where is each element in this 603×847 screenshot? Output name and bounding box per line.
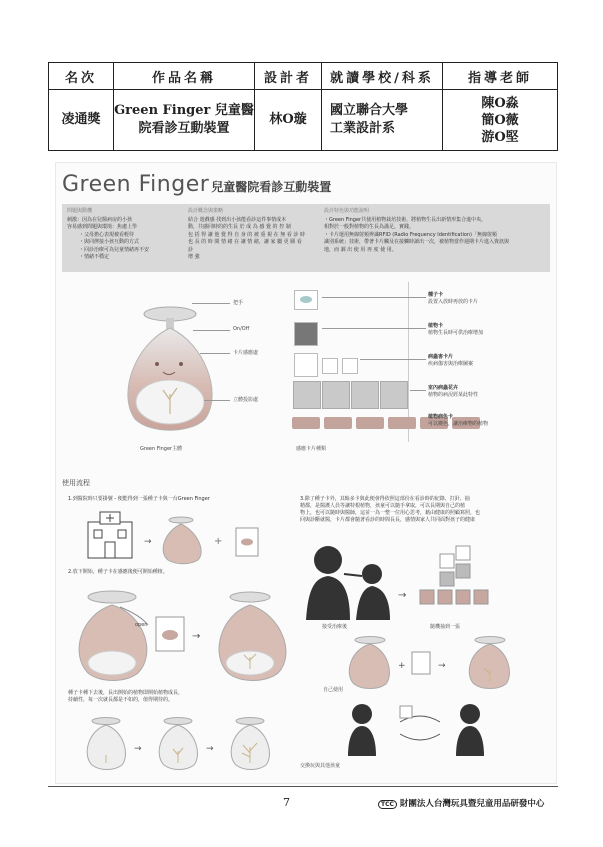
leader-line xyxy=(204,400,230,401)
card-desc: 可以變色，讓治療物的植物 xyxy=(428,421,489,427)
band-line: ・卡片運用無線射頻辨識RFID (Radio Frequency Identification)「無線射頻 xyxy=(324,231,498,238)
step3-text xyxy=(300,496,528,524)
band-column-concept xyxy=(188,208,308,262)
label-projection: 立體投影處 xyxy=(233,397,259,403)
table-row xyxy=(49,90,558,151)
card-desc: 植物生長時可供治療增加 xyxy=(428,330,484,336)
band-line: 刺激：因為在兒醫病房的小孩 xyxy=(67,216,133,223)
work-title-line1: Green Finger 兒童醫 xyxy=(114,103,254,118)
leader-line xyxy=(322,297,426,298)
band-line: ・Green Finger共使用植物栽培技術，將植物生長出新情形集合進中央， xyxy=(324,216,487,223)
step3-line: 物上，也可以隨時與醫師，這並一為一整一位用心思考，藉由健康的照顧寫照，也 xyxy=(300,510,481,516)
cell-school xyxy=(322,90,443,151)
band-line: 也 長 的 時 間 情 緒 在 讓 情 緒，讓 家 屬 更 願 看 診 xyxy=(188,239,302,253)
random-card-label: 隨機抽到一張 xyxy=(430,624,461,630)
doctor-checkup-illustration xyxy=(300,540,530,620)
brand-subtitle: 兒童醫院看診互動裝置 xyxy=(211,180,332,194)
color-card xyxy=(292,417,320,429)
color-card xyxy=(324,417,352,429)
work-title-line2: 院看診互動裝置 xyxy=(138,121,230,136)
step3-line: 回與診斷就醫，卡片都會隨著看診的時間長長，感情與家人共同面對孩子的健康 xyxy=(300,517,476,523)
svg-text:→: → xyxy=(144,537,152,547)
card-desc: 植物的病況經某此特性 xyxy=(428,392,479,398)
self-use-label: 自己使用 xyxy=(323,687,344,693)
pest-card-small xyxy=(342,358,358,374)
svg-text:+: + xyxy=(214,536,223,547)
svg-text:→: → xyxy=(192,631,201,642)
card-desc-flower xyxy=(428,385,528,399)
leader-line xyxy=(410,390,426,391)
svg-text:→: → xyxy=(134,744,142,754)
leader-line xyxy=(322,328,426,329)
step2-desc-line: 種子卡種下去後，長出開始的植物即開始植物成長， xyxy=(68,690,184,696)
usage-title: 使用流程 xyxy=(62,479,90,487)
band-line: 動，共感同時的的生長 於 成 為 感 覺 的 控 制 xyxy=(188,224,291,230)
device-caption: Green Finger主體 xyxy=(140,446,183,452)
cell-designer: 林O璇 xyxy=(255,90,322,151)
card-desc-pest xyxy=(428,354,528,368)
svg-text:→: → xyxy=(206,744,214,754)
band-line: ・父母擔心表現被看輕待 xyxy=(79,231,135,238)
header-work-title: 作品名稱 xyxy=(114,63,255,90)
step1-text: 1.到醫院時只要掛號 - 便能得到一張種子卡與一台Green Finger xyxy=(68,496,210,502)
advisor-3: 游O堅 xyxy=(481,129,519,145)
step2-text: 2.放下開始，種子卡在感應後便可開始種植。 xyxy=(68,569,168,575)
step1-illustration xyxy=(86,510,286,565)
band-line: 相對於一般對植物的生長為滿足，實踐。 xyxy=(324,224,415,230)
leader-line xyxy=(360,359,426,360)
band-line: 地，而 調 出 使 用 再 度 使 用。 xyxy=(324,246,397,253)
checkup-label: 接受治療後 xyxy=(322,624,348,630)
footer-organization xyxy=(378,797,544,809)
color-card xyxy=(356,417,384,429)
card-desc: 設置入放時再放的卡片 xyxy=(428,299,479,305)
band-heading-features: 設計特色與功能說明 xyxy=(324,208,370,214)
cards-caption: 感應卡片種類 xyxy=(296,446,327,452)
label-handle: 把手 xyxy=(233,300,244,306)
exchange-label: 交換玩與其他孩童 xyxy=(300,763,341,769)
card-title: 植物卡 xyxy=(428,323,444,329)
header-advisor: 指導老師 xyxy=(443,63,558,90)
card-title: 種子卡 xyxy=(428,292,444,298)
band-heading-concept: 設計概念與策略 xyxy=(188,208,224,214)
page-number: 7 xyxy=(283,796,290,809)
card-desc-seed xyxy=(428,292,528,306)
band-heading-motivation: 問題與動機 xyxy=(67,208,93,214)
band-line: ・與同儕接小孩互動的方式 xyxy=(79,239,140,245)
band-line: ・情緒不穩定 xyxy=(79,254,110,260)
flower-card xyxy=(380,381,408,409)
card-title: 病蟲害卡片 xyxy=(428,354,454,360)
award-table xyxy=(48,62,558,151)
band-line: 識別系統」技術，帶著卡片觸及在接觸時讀出一次，被植物當作週期卡片進入資訊與 xyxy=(324,239,510,245)
leader-line xyxy=(192,303,230,304)
leader-line xyxy=(200,353,230,354)
label-card-sensor: 卡片感應處 xyxy=(233,350,259,356)
svg-text:→: → xyxy=(398,590,407,601)
plant-card xyxy=(294,322,318,346)
pest-card xyxy=(294,353,318,377)
band-line: 容易感到問題與環境：焦慮上學 xyxy=(67,224,138,230)
open-label: open xyxy=(135,622,148,628)
header-school: 就讀學校/科系 xyxy=(322,63,443,90)
seed-icon xyxy=(300,296,312,303)
band-column-features xyxy=(324,208,546,254)
brand-title: Green Finger xyxy=(62,172,210,197)
leader-line xyxy=(193,330,230,331)
table-header-row xyxy=(49,63,558,90)
band-line: 增 強 xyxy=(188,254,200,260)
card-desc-plant xyxy=(428,323,528,337)
advisor-2: 簡O薇 xyxy=(481,112,519,128)
flower-card xyxy=(322,381,350,409)
card-desc-color xyxy=(428,414,528,428)
header-designer: 設計者 xyxy=(255,63,322,90)
cell-advisors xyxy=(443,90,558,151)
band-column-motivation xyxy=(67,208,177,262)
description-band xyxy=(62,204,550,272)
advisor-1: 陳O淼 xyxy=(481,95,519,111)
svg-text:→: → xyxy=(438,661,446,671)
step3-line: 精都，是醫護人員等讓特根植物，孩童可以隨手拿取，可以長期與自己的植 xyxy=(300,503,466,509)
green-finger-device-illustration xyxy=(95,284,245,434)
flower-card xyxy=(293,381,321,409)
band-line: ・回診治療可為兒童情緒再不安 xyxy=(79,246,150,253)
tcc-logo: TCC xyxy=(378,800,397,809)
growth-sequence-illustration xyxy=(78,713,288,771)
flower-card xyxy=(351,381,379,409)
school-line2: 工業設計系 xyxy=(330,121,396,136)
cell-rank: 凌通獎 xyxy=(49,90,114,151)
self-use-illustration xyxy=(340,632,530,690)
step3-line: 3.除了種子卡外，其餘多卡與此便會得依照這部份在看診時的紀錄、打針、抽 xyxy=(300,496,470,502)
footer-divider xyxy=(48,786,558,787)
card-desc: 疾病傷害與治療圖案 xyxy=(428,361,474,367)
footer-org-name: 財團法人台灣玩具暨兒童用品研發中心 xyxy=(399,799,545,809)
poster-brand xyxy=(62,172,331,197)
band-line: 包 括 得 讓 他 覺 得 自 身 的 被 重 視 在 無 看 診 時 xyxy=(188,231,306,238)
header-rank: 名次 xyxy=(49,63,114,90)
color-card xyxy=(388,417,416,429)
band-line: 結合 遊戲感 找到出小孩能看診這件事情成本 xyxy=(188,216,287,223)
card-title: 室內病蟲花卉 xyxy=(428,385,459,391)
cell-work-title xyxy=(114,90,255,151)
school-line1: 國立聯合大學 xyxy=(330,103,409,118)
seed-card xyxy=(294,290,318,310)
step2-illustration xyxy=(70,585,290,685)
svg-text:+: + xyxy=(398,661,406,671)
step2-description xyxy=(68,690,298,704)
card-title: 植物病色卡 xyxy=(428,414,454,420)
exchange-illustration xyxy=(340,700,500,756)
pest-card-small xyxy=(322,358,338,374)
step2-desc-line: 持續性，每一次就長都是不如的，值得期待的。 xyxy=(68,697,174,703)
label-onoff: On/Off xyxy=(233,326,250,332)
